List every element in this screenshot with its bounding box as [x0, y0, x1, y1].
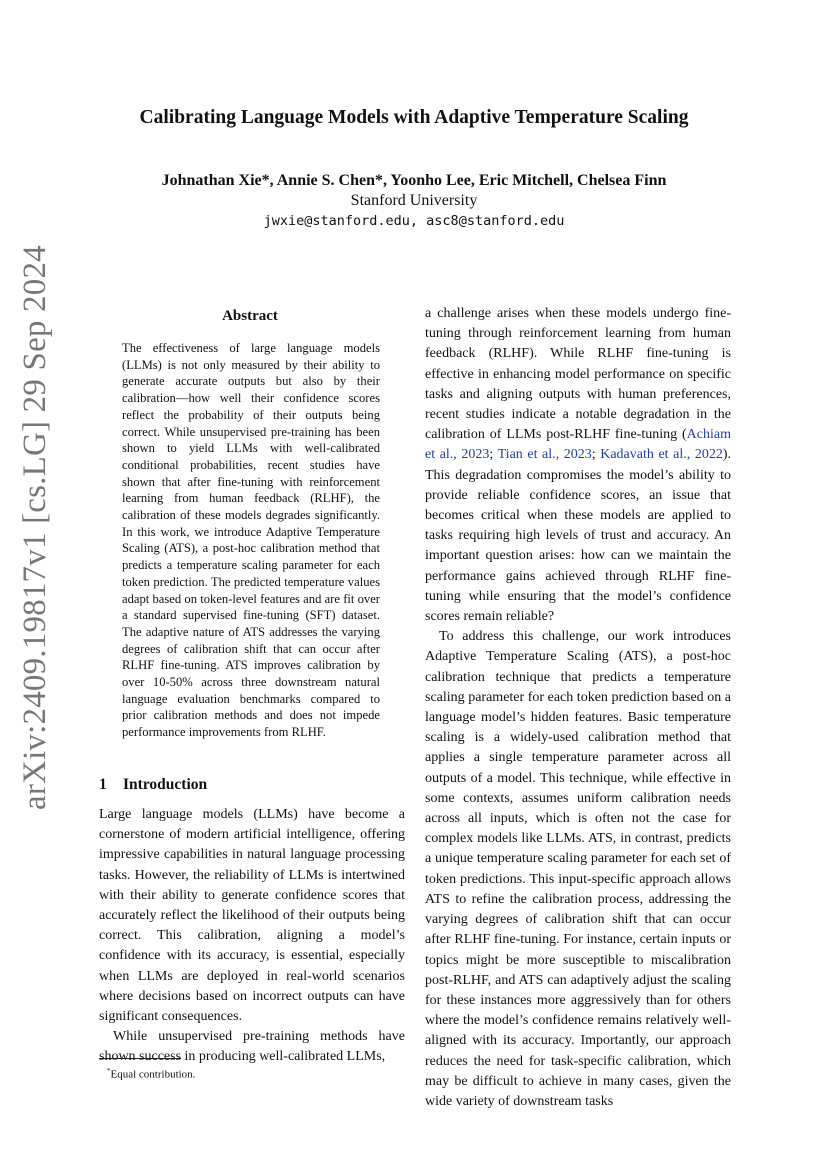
intro-paragraph: Large language models (LLMs) have become a cornerstone of modern artificial intelligence, offering impressive capabilities in natural language processing tasks. However, the reliability of LLMs is intertwined with their ability to generate confidence scores that accurately reflect the likelihood of their outputs being correct. This calibration, aligning a model’s confidence with its accuracy, is essential, especially when LLMs are deployed in real-world scenarios where decisions based on incorrect outputs can have significant consequences. [99, 807, 405, 1025]
intro-paragraph: To address this challenge, our work introduces Adaptive Temperature Scaling (ATS), a post-hoc calibration technique that predicts a temperature scaling parameter for each token prediction based on a language model’s hidden features. Basic temperature scaling is a widely-used calibration method that applies a single temperature parameter across all outputs of a model. This technique, while effective in some contexts, assumes uniform calibration needs across all inputs, which is often not the case for complex models like LLMs. ATS, in contrast, predicts a unique temperature scaling parameter for each set of token predictions. This input-specific approach allows ATS to refine the calibration process, addressing the varying degrees of calibration shift that can occur after RLHF fine-tuning. For instance, certain inputs or topics might be more susceptible to miscalibration post-RLHF, and ATS can adaptively adjust the scaling for these instances more aggressively than for others where the model’s confidence remains relatively well-aligned with its accuracy. Importantly, our approach reduces the need for task-specific calibration, which may be difficult to achieve in many cases, given the wide variety of downstream tasks [425, 629, 731, 1109]
arxiv-stamp: arXiv:2409.19817v1 [cs.LG] 29 Sep 2024 [17, 245, 53, 810]
footnote-text: Equal contribution. [110, 1068, 196, 1081]
citation-separator: ; [591, 447, 601, 463]
abstract-heading: Abstract [222, 308, 278, 324]
footnote-mark: * [107, 1067, 111, 1075]
intro-column-left [99, 805, 405, 1068]
intro-column-right [425, 304, 731, 1112]
abstract-text: The effectiveness of large language models (LLMs) is not only measured by their ability to generate accurate outputs but also by their calibration—how well their confidence scores reflect the probability of their outputs being correct. While unsupervised pre-training has been shown to yield LLMs with well-calibrated conditional probabilities, recent studies have shown that after fine-tuning with reinforcement learning from human feedback (RLHF), the calibration of these models degrades significantly. In this work, we introduce Adaptive Temperature Scaling (ATS), a post-hoc calibration method that predicts a temperature scaling parameter for each token prediction. The predicted temperature values adapt based on token-level features and are fit over a standard supervised fine-tuning (SFT) dataset. The adaptive nature of ATS addresses the varying degrees of calibration shift that can occur after RLHF fine-tuning. ATS improves calibration by over 10-50% across three downstream natural language evaluation benchmarks compared to prior calibration methods and does not impede performance improvements from RLHF. [122, 341, 380, 740]
intro-paragraph [425, 304, 731, 627]
section-number: 1 [99, 776, 107, 793]
footnote [107, 1064, 407, 1082]
affiliation: Stanford University [350, 192, 478, 209]
citation-separator: ; [489, 447, 498, 463]
author-emails: jwxie@stanford.edu, asc8@stanford.edu [263, 213, 565, 229]
section-title: Introduction [123, 776, 208, 793]
paper-title: Calibrating Language Models with Adaptive Temperature Scaling [139, 107, 689, 128]
footnote-rule [99, 1058, 181, 1059]
author-list: Johnathan Xie*, Annie S. Chen*, Yoonho Lee, Eric Mitchell, Chelsea Finn [161, 172, 667, 189]
intro-paragraph: While unsupervised pre-training methods have shown success in producing well-calibrated LLMs, [99, 1029, 405, 1065]
citation-link[interactable]: Kadavath et al., 2022 [600, 447, 723, 463]
citation-link[interactable]: Tian et al., 2023 [497, 447, 592, 463]
paragraph-text: a challenge arises when these models undergo fine-tuning through reinforcement learning from human feedback (RLHF). While RLHF fine-tuning is effective in enhancing model performance on specific tasks and aligning outputs with human preferences, recent studies indicate a notable degradation in the calibration of LLMs post-RLHF fine-tuning ( [425, 306, 731, 443]
section-heading [99, 774, 399, 796]
citation-link[interactable]: Achiam et al., 2023 [425, 427, 731, 463]
paragraph-text: ). This degradation compromises the model’s ability to provide reliable confidence scores, an issue that becomes critical when these models are applied to tasks requiring high levels of trust and accuracy. An important question arises: how can we maintain the performance gains achieved through RLHF fine-tuning while ensuring that the model’s confidence scores remain reliable? [425, 447, 732, 625]
